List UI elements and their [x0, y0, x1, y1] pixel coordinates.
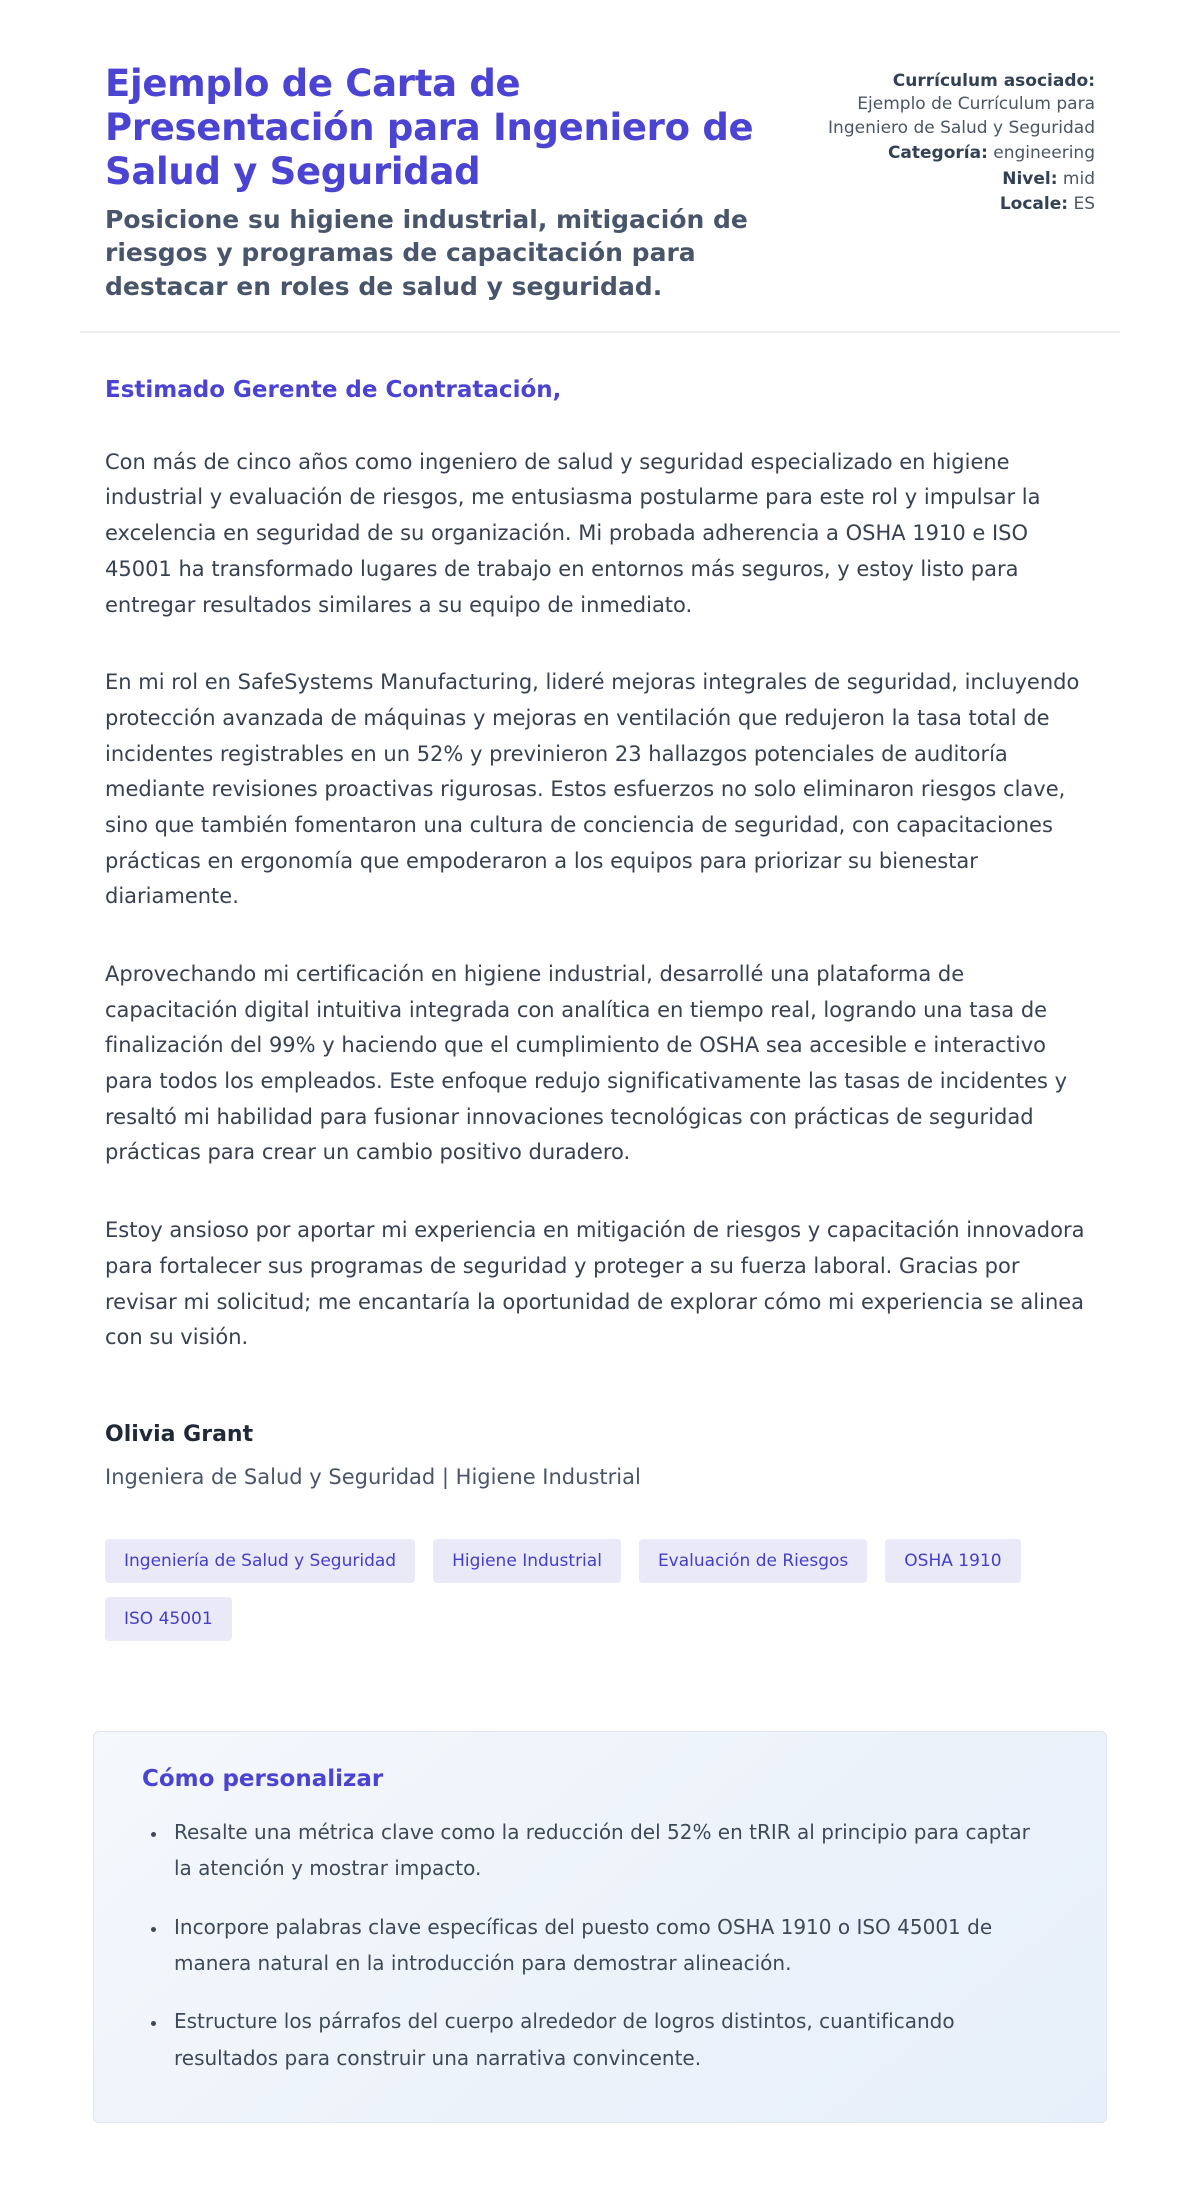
cover-letter-page — [80, 0, 1120, 2193]
letter-paragraph-1: Con más de cinco años como ingeniero de salud y seguridad especializado en higiene industrial y evaluación de riesgos, me entusiasma postularme para este rol y impulsar la excelencia en seguridad de su organización. Mi probada adherencia a OSHA 1910 e ISO 45001 ha transformado lugares de trabajo en entornos más seguros, y estoy listo para entregar resultados similares a su equipo de inmediato. — [105, 449, 1041, 617]
meta-block — [785, 62, 1095, 217]
customization-tips-box — [93, 1731, 1107, 2123]
signature-title: Ingeniera de Salud y Seguridad | Higiene Industrial — [105, 1464, 641, 1489]
meta-locale-value: ES — [1073, 194, 1095, 215]
page-title: Ejemplo de Carta de Presentación para Ingeniero de Salud y Seguridad — [105, 62, 754, 194]
meta-resume-value: Ejemplo de Currículum para Ingeniero de Salud y Seguridad — [828, 94, 1095, 138]
letter-paragraph-4: Estoy ansioso por aportar mi experiencia en mitigación de riesgos y capacitación innovadora para fortalecer sus programas de seguridad y proteger a su fuerza laboral. Gracias por revisar mi solicitud; me encantaría la oportunidad de explorar cómo mi experiencia se alinea con su visión. — [105, 1218, 1085, 1350]
tips-heading: Cómo personalizar — [142, 1765, 384, 1792]
tag-chip: Ingeniería de Salud y Seguridad — [105, 1539, 415, 1583]
meta-locale-row — [785, 193, 1095, 216]
tip-item: • Resalte una métrica clave como la reducción del 52% en tRIR al principio para captar la atención y mostrar impacto. — [168, 1814, 1048, 1887]
meta-level-label: Nivel: — [1002, 168, 1058, 189]
tips-list — [142, 1814, 1066, 2076]
tip-item: • Incorpore palabras clave específicas del puesto como OSHA 1910 o ISO 45001 de manera natural en la introducción para demostrar alineación. — [168, 1909, 1048, 1982]
tag-chip: Evaluación de Riesgos — [639, 1539, 867, 1583]
letter-paragraph-2: En mi rol en SafeSystems Manufacturing, lideré mejoras integrales de seguridad, incluyendo protección avanzada de máquinas y mejoras en ventilación que redujeron la tasa total de incidentes registrables en un 52% y previnieron 23 hallazgos potenciales de auditoría mediante revisiones proactivas rigurosas. Estos esfuerzos no solo eliminaron riesgos clave, sino que también fomentaron una cultura de conciencia de seguridad, con capacitaciones prácticas en ergonomía que empoderaron a los equipos para priorizar su bienestar diariamente. — [105, 670, 1080, 909]
meta-level-row — [785, 168, 1095, 191]
meta-category-label: Categoría: — [887, 143, 988, 164]
tag-chip: ISO 45001 — [105, 1597, 232, 1641]
tip-item: • Estructure los párrafos del cuerpo alrededor de logros distintos, cuantificando resultados para construir una narrativa convincente. — [168, 2003, 1048, 2076]
page-header — [80, 62, 1120, 303]
letter-paragraph-3: Aprovechando mi certificación en higiene industrial, desarrollé una plataforma de capacitación digital intuitiva integrada con analítica en tiempo real, logrando una tasa de finalización del 99% y haciendo que el cumplimiento de OSHA sea accesible e interactivo para todos los empleados. Este enfoque redujo significativamente las tasas de incidentes y resaltó mi habilidad para fusionar innovaciones tecnológicas con prácticas de seguridad prácticas para crear un cambio positivo duradero. — [105, 962, 1068, 1165]
tag-list — [80, 1539, 1120, 1641]
tag-chip: OSHA 1910 — [885, 1539, 1020, 1583]
letter-greeting: Estimado Gerente de Contratación, — [105, 376, 562, 403]
header-divider — [80, 331, 1120, 333]
meta-category-row — [785, 142, 1095, 165]
header-title-block — [105, 62, 765, 303]
meta-resume-label: Currículum asociado: — [892, 71, 1095, 91]
letter-body — [80, 377, 1120, 1489]
meta-category-value: engineering — [993, 143, 1095, 164]
page-subtitle: Posicione su higiene industrial, mitigación de riesgos y programas de capacitación para destacar en roles de salud y seguridad. — [105, 205, 748, 301]
signature-name: Olivia Grant — [105, 1421, 254, 1447]
meta-locale-label: Locale: — [999, 194, 1069, 215]
meta-level-value: mid — [1062, 168, 1095, 189]
tag-chip: Higiene Industrial — [433, 1539, 621, 1583]
